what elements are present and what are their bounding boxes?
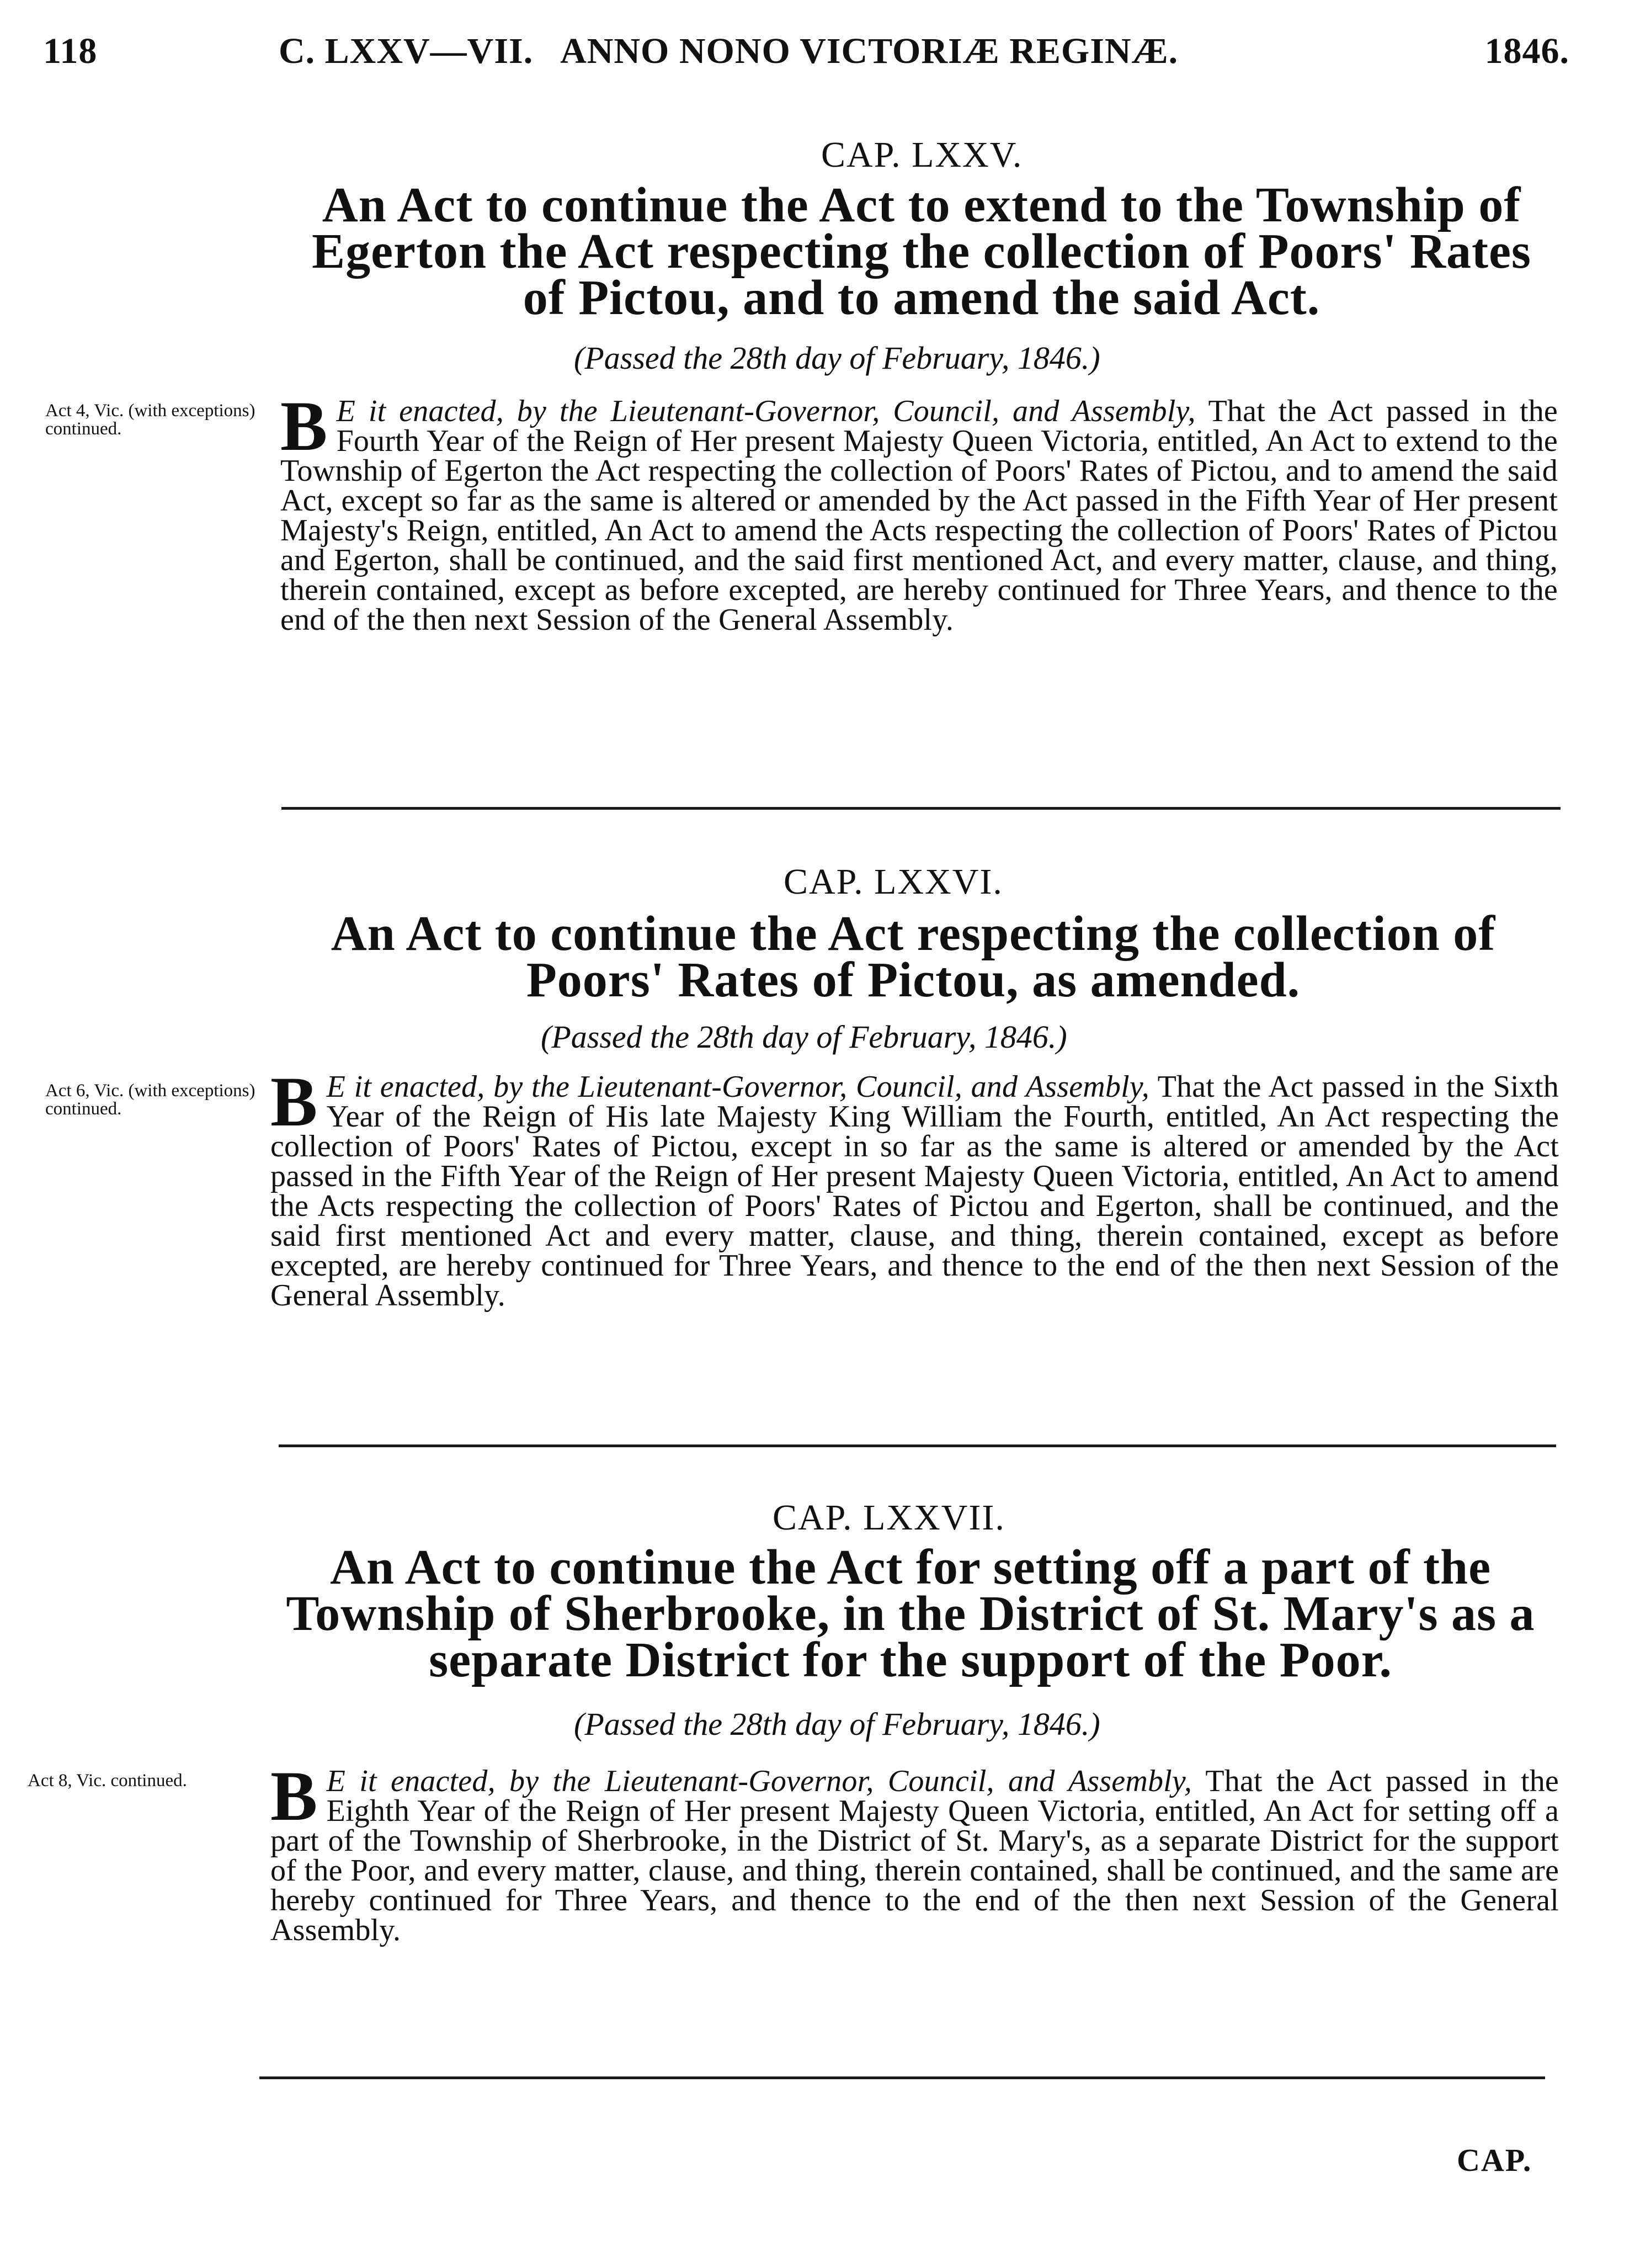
section-divider	[279, 1444, 1556, 1447]
chapter-body	[270, 1757, 1559, 1947]
passed-date: (Passed the 28th day of February, 1846.)	[574, 340, 1100, 376]
running-title: C. LXXV—VII. ANNO NONO VICTORIÆ REGINÆ.	[279, 31, 1179, 71]
chapter-title: An Act to continue the Act respecting the collection of Poors' Rates of Pictou, as amended.	[331, 906, 1496, 1007]
enacting-clause: E it enacted, by the Lieutenant-Governor, Council, and Assembly,	[326, 1764, 1192, 1798]
enacting-clause: E it enacted, by the Lieutenant-Governor, Council, and Assembly,	[336, 394, 1196, 428]
catchword: CAP.	[1457, 2142, 1532, 2178]
page-number: 118	[43, 31, 98, 71]
enacting-clause: E it enacted, by the Lieutenant-Governor, Council, and Assembly,	[326, 1070, 1150, 1104]
body-text: That the Act passed in the Eighth Year of the Reign of Her present Majesty Queen Victoria, entitled, An Act for setting off a part of the Township of Sherbrooke, in the District of St. Mary's, as a separate District for the support of the Poor, and every matter, clause, and thing, therein contained, shall be continued, and the same are hereby continued for Three Years, and thence to the end of the then next Session of the General Assembly.	[270, 1764, 1559, 1947]
chapter-title: An Act to continue the Act to extend to the Township of Egerton the Act respecting the collection of Poors' Rates of Pictou, and to amend the said Act.	[312, 178, 1531, 325]
section-divider	[259, 2076, 1545, 2079]
chapter-body	[270, 1063, 1559, 1313]
chapter-number: CAP. LXXVI.	[784, 862, 1003, 902]
margin-note: Act 8, Vic. continued.	[28, 1771, 187, 1791]
chapter-body	[280, 387, 1558, 637]
section-divider	[281, 807, 1561, 810]
chapter-number: CAP. LXXVII.	[773, 1497, 1005, 1538]
chapter-title: An Act to continue the Act for setting off a part of the Township of Sherbrooke, in the District of St. Mary's as a separate District for the support of the Poor.	[286, 1540, 1535, 1687]
body-text: That the Act passed in the Fourth Year of the Reign of Her present Majesty Queen Victoria, entitled, An Act to extend to the Township of Egerton the Act respecting the collection of Poors' Rates of Pictou, and to amend the said Act, except so far as the same is altered or amended by the Act passed in the Fifth Year of Her present Majesty's Reign, entitled, An Act to amend the Acts respecting the collection of Poors' Rates of Pictou and Egerton, shall be continued, and the said first mentioned Act, and every matter, clause, and thing, therein contained, except as before excepted, are hereby continued for Three Years, and thence to the end of the then next Session of the General Assembly.	[280, 394, 1558, 637]
passed-date: (Passed the 28th day of February, 1846.)	[541, 1019, 1067, 1055]
margin-note: Act 6, Vic. (with exceptions) continued.	[45, 1081, 255, 1119]
body-text: That the Act passed in the Sixth Year of the Reign of His late Majesty King William the Fourth, entitled, An Act respecting the collection of Poors' Rates of Pictou, except in so far as the same is altered or amended by the Act passed in the Fifth Year of the Reign of Her present Majesty Queen Victoria, entitled, An Act to amend the Acts respecting the collection of Poors' Rates of Pictou and Egerton, shall be continued, and the said first mentioned Act and every matter, clause, and thing, therein contained, except as before excepted, are hereby continued for Three Years, and thence to the end of the then next Session of the General Assembly.	[270, 1070, 1559, 1313]
drop-cap: B	[270, 1063, 318, 1141]
margin-note: Act 4, Vic. (with exceptions) continued.	[45, 401, 255, 439]
drop-cap: B	[270, 1757, 318, 1835]
chapter-number: CAP. LXXV.	[821, 135, 1023, 175]
passed-date: (Passed the 28th day of February, 1846.)	[574, 1706, 1100, 1742]
header-year: 1846.	[1484, 31, 1569, 71]
drop-cap: B	[280, 387, 328, 465]
